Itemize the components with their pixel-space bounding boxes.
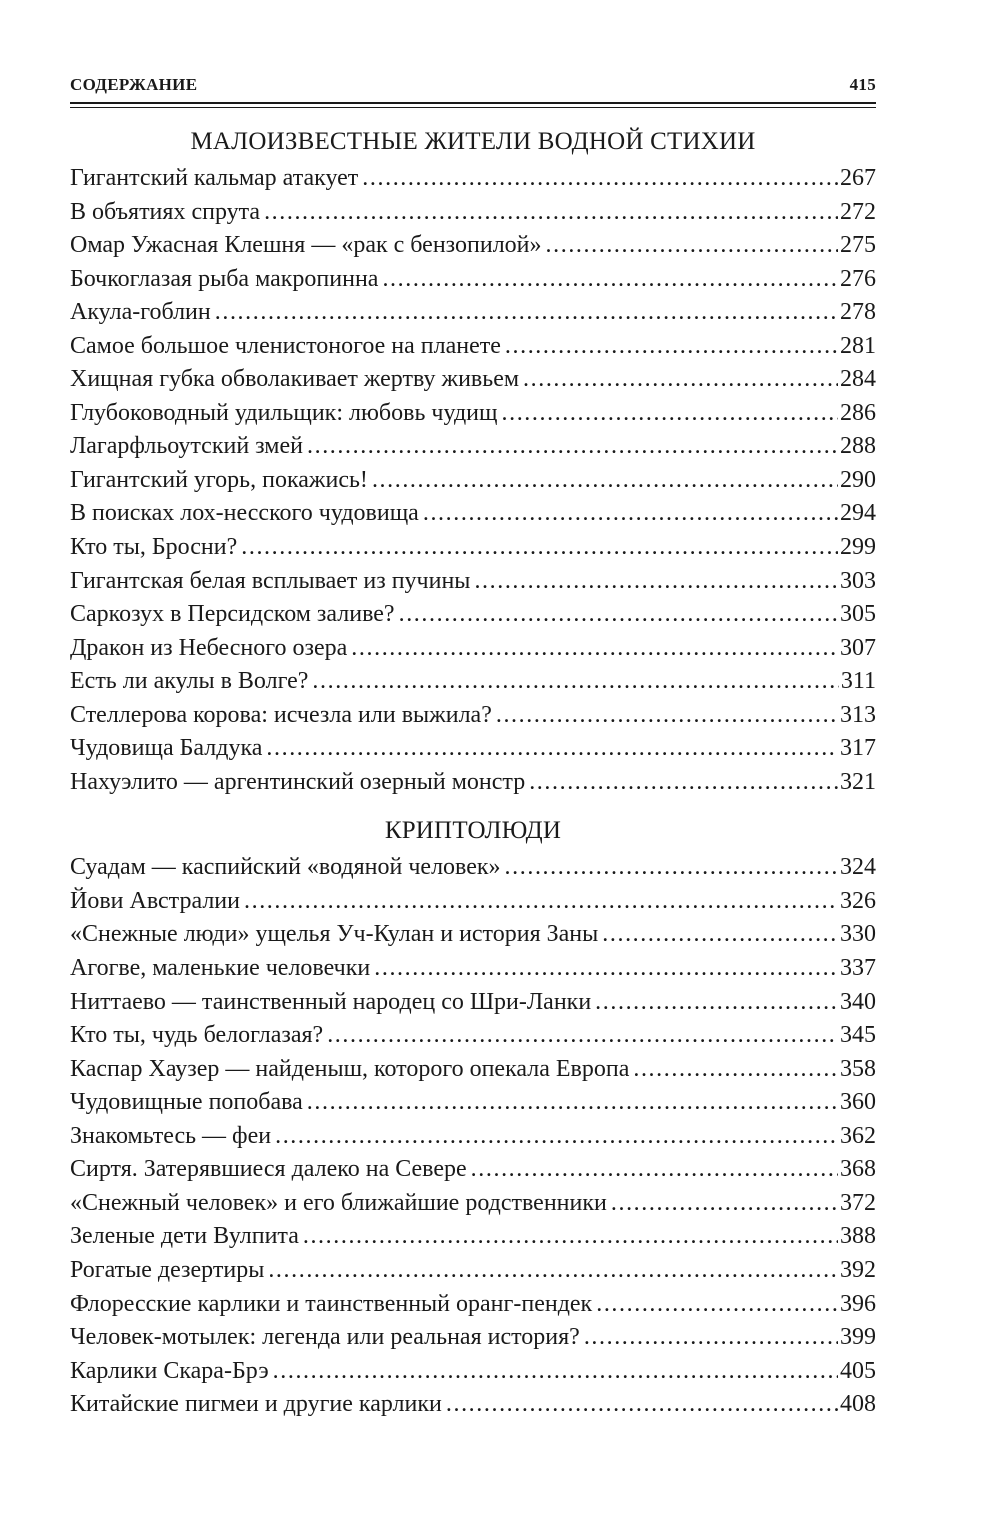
dot-leader [273,1355,838,1389]
dot-leader [602,918,838,952]
dot-leader [268,1254,838,1288]
toc-entry-page: 388 [840,1223,876,1250]
toc-entry-title: Саркозух в Персидском заливе? [70,601,395,628]
toc-entry-page: 294 [840,500,876,527]
dot-leader [584,1321,838,1355]
toc-entry [70,1053,876,1087]
toc-entry-title: Кто ты, Бросни? [70,534,238,561]
toc-entry-title: Бочкоглазая рыба макропинна [70,265,379,292]
toc-entry-title: Стеллерова корова: исчезла или выжила? [70,701,492,728]
toc-entry [70,531,876,565]
toc-entry [70,1288,876,1322]
dot-leader [529,766,838,800]
toc-entry [70,196,876,230]
toc-entry [70,1321,876,1355]
toc-entry-title: Гигантская белая всплывает из пучины [70,567,471,594]
toc-entry [70,732,876,766]
page-number: 415 [849,75,876,94]
toc-entry-page: 372 [840,1189,876,1216]
toc-entry [70,952,876,986]
toc-entry [70,263,876,297]
toc-entry-title: Зеленые дети Вулпита [70,1223,299,1250]
toc-entry-page: 360 [840,1089,876,1116]
dot-leader [307,1086,838,1120]
dot-leader [546,229,838,263]
dot-leader [399,598,838,632]
dot-leader [502,397,839,431]
toc-entry-page: 311 [840,668,876,695]
dot-leader [312,665,838,699]
toc-entry-page: 317 [840,735,876,762]
toc-entry-title: Суадам — каспийский «водяной человек» [70,854,501,881]
toc-entry-title: Флоресские карлики и таинственный оранг-пендек [70,1290,593,1317]
toc-entry-page: 267 [840,165,876,191]
dot-leader [496,699,838,733]
toc-entry-page: 272 [840,198,876,225]
dot-leader [595,986,838,1020]
dot-leader [275,1120,838,1154]
dot-leader [382,263,838,297]
toc-entry [70,296,876,330]
toc-entry-page: 321 [840,768,876,795]
toc-entry [70,464,876,498]
dot-leader [244,885,838,919]
toc-entry-title: Есть ли акулы в Волге? [70,668,309,695]
toc-entry [70,1355,876,1389]
toc-entry-page: 275 [840,232,876,259]
toc-entry-title: Самое большое членистоногое на планете [70,332,501,359]
dot-leader [264,196,838,230]
toc-entry-page: 290 [840,466,876,493]
dot-leader [372,464,838,498]
toc-entry-title: Глубоководный удильщик: любовь чудищ [70,399,498,426]
toc-entry-page: 362 [840,1122,876,1149]
toc-entry [70,162,876,196]
toc-entry-title: Дракон из Небесного озера [70,634,348,661]
toc-entry-title: Акула-гоблин [70,299,211,326]
toc-entry [70,330,876,364]
toc-entry [70,885,876,919]
toc-entry-page: 392 [840,1256,876,1283]
header-rule-thick [70,102,876,104]
dot-leader [241,531,838,565]
toc-entry-page: 278 [840,299,876,326]
toc-entry-title: Лагарфльоутский змей [70,433,303,460]
toc-entry-page: 307 [840,634,876,661]
dot-leader [474,565,838,599]
toc-entry [70,565,876,599]
toc-entry-page: 399 [840,1324,876,1351]
toc-entry [70,598,876,632]
toc-entry [70,665,876,699]
toc-entry-page: 324 [840,854,876,881]
dot-leader [596,1288,838,1322]
toc-entry-title: Хищная губка обволакивает жертву живьем [70,366,520,393]
toc-entry [70,1153,876,1187]
toc-entry-title: В поисках лох-несского чудовища [70,500,419,527]
toc-entry-title: Йови Австралии [70,887,240,914]
toc-entry [70,1120,876,1154]
toc-entry [70,1019,876,1053]
toc-entry-page: 313 [840,701,876,728]
toc-entry [70,918,876,952]
toc-entry-page: 305 [840,601,876,628]
toc-entry-title: Китайские пигмеи и другие карлики [70,1391,442,1418]
dot-leader [523,363,838,397]
toc-entry [70,699,876,733]
dot-leader [215,296,838,330]
toc-entry-title: Каспар Хаузер — найденыш, которого опекала Европа [70,1055,630,1082]
toc-entry-page: 303 [840,567,876,594]
running-head [70,75,876,97]
toc-entry-page: 337 [840,955,876,982]
toc-entry-page: 288 [840,433,876,460]
toc-entry [70,1187,876,1221]
toc-entry-title: Нахуэлито — аргентинский озерный монстр [70,768,526,795]
dot-leader [374,952,838,986]
toc-entry [70,497,876,531]
section-title: МАЛОИЗВЕСТНЫЕ ЖИТЕЛИ ВОДНОЙ СТИХИИ [190,128,756,155]
toc-entry-page: 358 [840,1055,876,1082]
toc-entry-title: Рогатые дезертиры [70,1256,265,1283]
toc-entry-title: Омар Ужасная Клешня — «рак с бензопилой» [70,232,542,259]
dot-leader [633,1053,838,1087]
dot-leader [362,162,838,196]
dot-leader [351,632,838,666]
toc-entry-page: 284 [840,366,876,393]
toc-entry-title: Гигантский угорь, покажись! [70,466,368,493]
toc-entry-title: Чудовищные попобава [70,1089,303,1116]
toc-entry-title: «Снежные люди» ущелья Уч-Кулан и история Заны [70,921,599,948]
toc-entry-title: Гигантский кальмар атакует [70,165,359,191]
toc-entry [70,1086,876,1120]
dot-leader [471,1153,838,1187]
toc-entry [70,229,876,263]
dot-leader [446,1388,838,1422]
dot-leader [303,1220,838,1254]
section-gap [70,799,876,811]
toc-entry [70,766,876,800]
section-title: КРИПТОЛЮДИ [384,817,562,845]
toc-entry-title: В объятиях спрута [70,198,261,225]
toc-entry-page: 405 [840,1357,876,1384]
toc-entry [70,430,876,464]
toc-entry-title: Агогве, маленькие человечки [70,955,371,982]
toc-entry-page: 368 [840,1156,876,1183]
toc-entry-title: Человек-мотылек: легенда или реальная история? [70,1324,580,1351]
toc-entry-page: 396 [840,1290,876,1317]
toc-entry-title: Кто ты, чудь белоглазая? [70,1022,324,1049]
toc-entry-title: Сиртя. Затерявшиеся далеко на Севере [70,1156,467,1183]
toc-entry [70,397,876,431]
running-head-title: СОДЕРЖАНИЕ [70,75,198,94]
toc-entry-title: Карлики Скара-Брэ [70,1357,269,1384]
toc-entry-page: 345 [840,1022,876,1049]
toc-entry-page: 281 [840,332,876,359]
toc-entry [70,363,876,397]
toc-entry [70,851,876,885]
toc-entry [70,1388,876,1422]
dot-leader [611,1187,838,1221]
dot-leader [505,851,838,885]
toc-entry [70,1254,876,1288]
toc-entry-page: 276 [840,265,876,292]
toc-entry [70,986,876,1020]
toc-entry-page: 286 [840,399,876,426]
header-rule-thin [70,107,876,108]
toc-entry-page: 326 [840,887,876,914]
toc-entry-title: Чудовища Балдука [70,735,263,762]
toc-entry-title: Знакомьтесь — феи [70,1122,272,1149]
toc-entry-title: «Снежный человек» и его ближайшие родственники [70,1189,607,1216]
dot-leader [327,1019,838,1053]
dot-leader [505,330,838,364]
toc-entry-page: 408 [840,1391,876,1418]
toc-entry-page: 299 [840,534,876,561]
dot-leader [423,497,838,531]
toc-entry [70,1220,876,1254]
toc-entry-title: Ниттаево — таинственный народец со Шри-Ланки [70,988,592,1015]
dot-leader [307,430,838,464]
table-of-contents [70,122,876,1422]
toc-entry-page: 340 [840,988,876,1015]
toc-entry [70,632,876,666]
dot-leader [266,732,838,766]
toc-entry-page: 330 [840,921,876,948]
